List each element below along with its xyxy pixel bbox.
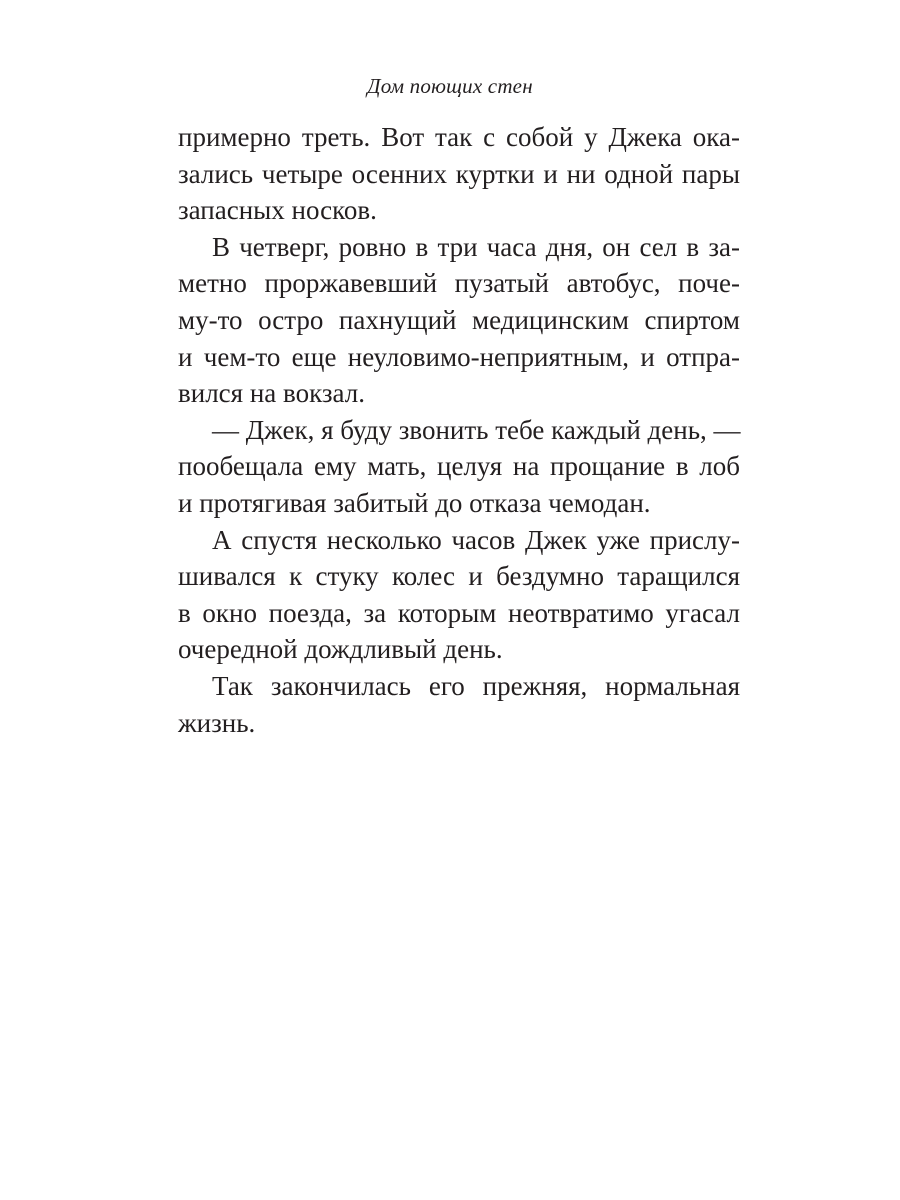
text-line: шивался к стуку колес и бездумно таращился bbox=[178, 561, 740, 592]
text-line: в окно поезда, за которым неотвратимо угасал bbox=[178, 597, 740, 628]
body-text bbox=[178, 119, 740, 741]
text-line: Так закончилась его прежняя, нормальная bbox=[212, 670, 740, 701]
text-line: А спустя несколько часов Джек уже прислу- bbox=[212, 524, 740, 555]
running-head-title: Дом поющих стен bbox=[367, 74, 533, 98]
paragraph bbox=[178, 229, 740, 412]
text-line: и протягивая забитый до отказа чемодан. bbox=[178, 487, 651, 518]
text-line: примерно треть. Вот так с собой у Джека ока- bbox=[178, 122, 740, 152]
text-line: и чем-то еще неуловимо-неприятным, и отпра- bbox=[178, 341, 740, 372]
text-line: метно проржавевший пузатый автобус, поче- bbox=[178, 268, 740, 299]
text-line: — Джек, я буду звонить тебе каждый день, — bbox=[212, 414, 741, 445]
text-line: вился на вокзал. bbox=[178, 378, 365, 409]
text-line: очередной дождливый день. bbox=[178, 634, 503, 665]
text-line: жизнь. bbox=[178, 707, 256, 738]
text-line: запасных носков. bbox=[178, 195, 377, 226]
text-line: зались четыре осенних куртки и ни одной пары bbox=[178, 158, 740, 189]
text-line: пообещала ему мать, целуя на прощание в лоб bbox=[178, 451, 740, 482]
paragraph bbox=[178, 412, 740, 522]
text-line: В четверг, ровно в три часа дня, он сел в за- bbox=[212, 231, 740, 262]
text-line: му-то остро пахнущий медицинским спиртом bbox=[178, 304, 740, 335]
paragraph bbox=[178, 119, 740, 229]
paragraph bbox=[178, 522, 740, 668]
paragraph bbox=[178, 668, 740, 741]
